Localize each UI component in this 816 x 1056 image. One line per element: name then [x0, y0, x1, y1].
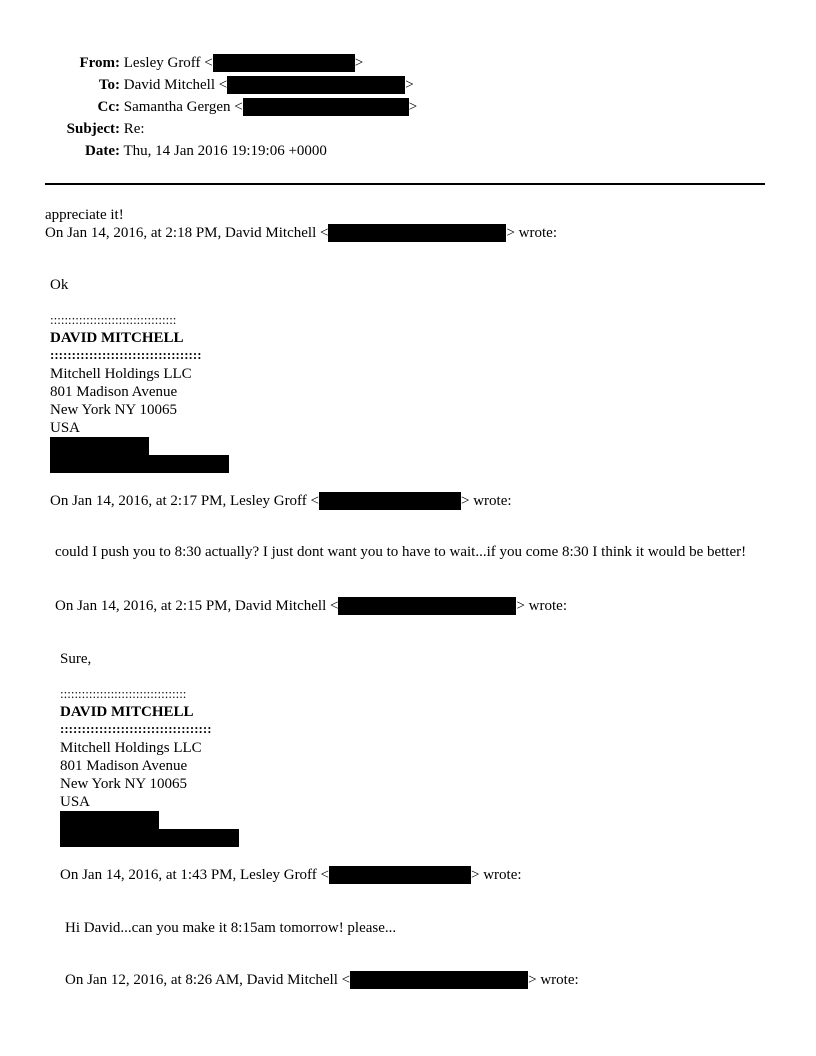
signature-dots-bottom: ::::::::::::::::::::::::::::::::::: [60, 721, 212, 736]
signature-dots-top: ::::::::::::::::::::::::::::::::::: [50, 312, 177, 327]
quote-header-4 [60, 866, 522, 884]
signature-dots-bottom: ::::::::::::::::::::::::::::::::::: [50, 347, 202, 362]
message-sure: Sure, [60, 651, 92, 667]
header-cc-row [0, 98, 417, 116]
reply-text: appreciate it! [45, 207, 124, 223]
from-label: From: [79, 55, 120, 71]
signature-company: Mitchell Holdings LLC [60, 740, 202, 756]
redacted-cc-email [243, 98, 409, 116]
quote-1-pre: On Jan 14, 2016, at 2:18 PM, David Mitchell < [45, 225, 329, 241]
redacted-phone [60, 811, 159, 829]
redacted-email [328, 224, 506, 242]
redacted-email [350, 971, 528, 989]
message-hi: Hi David...can you make it 8:15am tomorrow! please... [65, 920, 397, 936]
signature-company: Mitchell Holdings LLC [50, 366, 192, 382]
quote-header-2 [50, 492, 512, 510]
date-label: Date: [85, 143, 120, 159]
signature-dots-top: ::::::::::::::::::::::::::::::::::: [60, 686, 187, 701]
quote-3-post: > wrote: [516, 598, 567, 614]
quote-header-1 [45, 224, 557, 242]
header-from-row [0, 54, 363, 72]
header-divider [45, 183, 765, 185]
quote-2-pre: On Jan 14, 2016, at 2:17 PM, Lesley Groff < [50, 493, 319, 509]
to-end: > [405, 77, 414, 93]
quote-5-pre: On Jan 12, 2016, at 8:26 AM, David Mitchell < [65, 972, 351, 988]
quote-5-post: > wrote: [528, 972, 579, 988]
message-ok: Ok [50, 277, 69, 293]
header-date-row [0, 142, 327, 160]
header-subject-row [0, 120, 145, 138]
signature-city: New York NY 10065 [50, 402, 177, 418]
from-end: > [354, 55, 364, 71]
cc-end: > [408, 99, 418, 115]
quote-4-pre: On Jan 14, 2016, at 1:43 PM, Lesley Groff < [60, 867, 329, 883]
quote-header-3 [55, 597, 567, 615]
redacted-email [60, 829, 239, 847]
signature-country: USA [60, 794, 91, 810]
signature-country: USA [50, 420, 81, 436]
from-name: Lesley Groff < [123, 55, 213, 71]
signature-street: 801 Madison Avenue [60, 758, 188, 774]
signature-name: DAVID MITCHELL [60, 704, 194, 720]
quote-1-post: > wrote: [506, 225, 557, 241]
redacted-email [319, 492, 461, 510]
subject-label: Subject: [66, 121, 120, 137]
cc-label: Cc: [97, 99, 120, 115]
subject-value: Re: [123, 121, 145, 137]
redacted-from-email [213, 54, 355, 72]
quote-4-post: > wrote: [471, 867, 522, 883]
signature-city: New York NY 10065 [60, 776, 187, 792]
cc-name: Samantha Gergen < [123, 99, 243, 115]
date-value: Thu, 14 Jan 2016 19:19:06 +0000 [123, 143, 327, 159]
quote-header-5 [65, 971, 579, 989]
quote-2-post: > wrote: [461, 493, 512, 509]
header-to-row [0, 76, 414, 94]
signature-street: 801 Madison Avenue [50, 384, 178, 400]
redacted-email [50, 455, 229, 473]
redacted-email [329, 866, 471, 884]
redacted-email [338, 597, 516, 615]
to-label: To: [98, 77, 120, 93]
redacted-phone [50, 437, 149, 455]
message-push: could I push you to 8:30 actually? I just dont want you to have to wait...if you come 8:30 I think it would be better! [55, 544, 747, 560]
redacted-to-email [227, 76, 405, 94]
to-name: David Mitchell < [123, 77, 228, 93]
quote-3-pre: On Jan 14, 2016, at 2:15 PM, David Mitchell < [55, 598, 339, 614]
signature-name: DAVID MITCHELL [50, 330, 184, 346]
